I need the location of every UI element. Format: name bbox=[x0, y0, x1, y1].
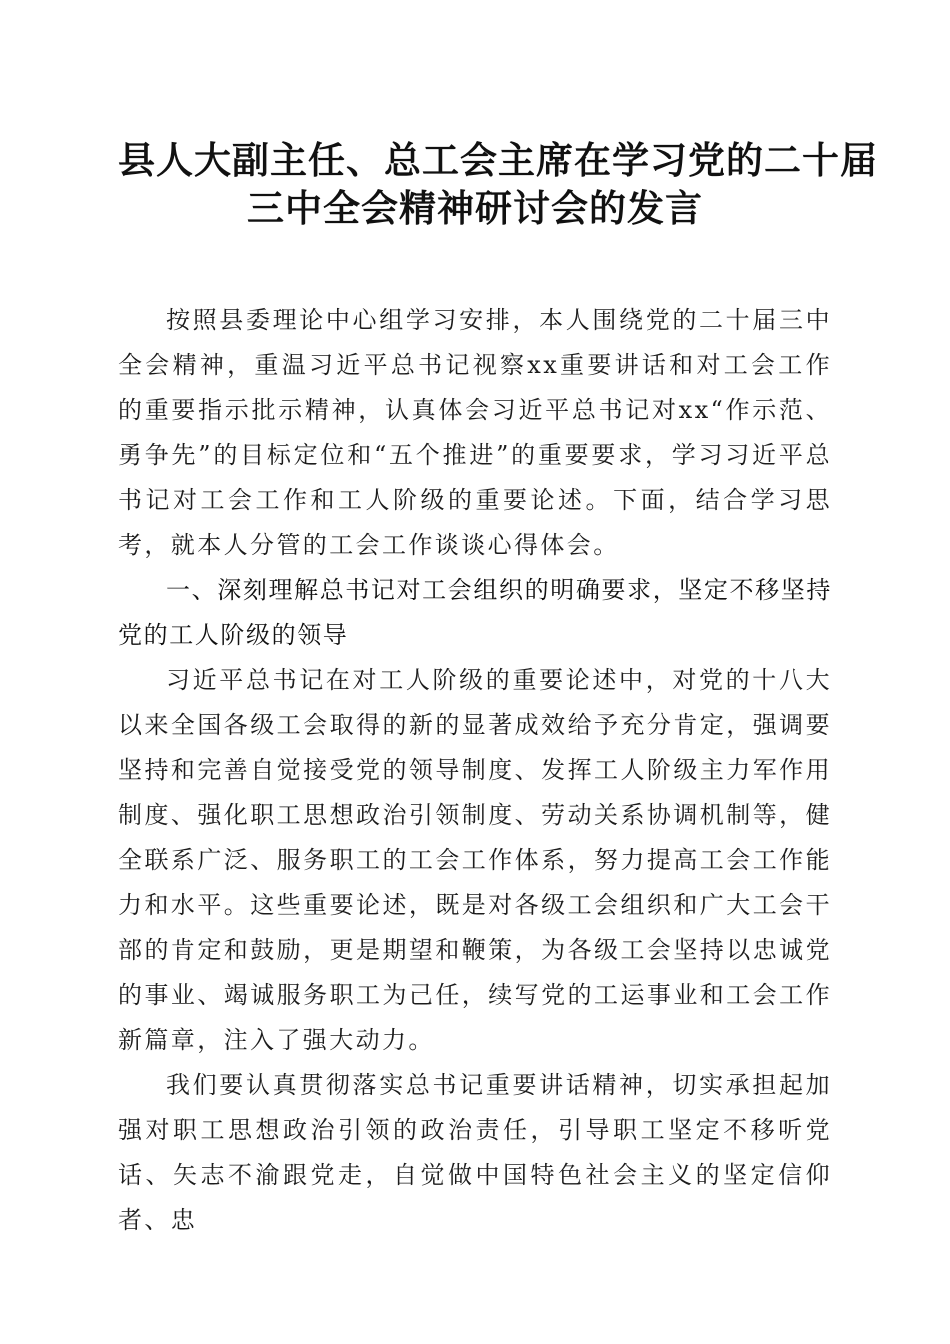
body-paragraph-2: 我们要认真贯彻落实总书记重要讲话精神，切实承担起加强对职工思想政治引领的政治责任，引导职工坚定不移听党话、矢志不渝跟党走，自觉做中国特色社会主义的坚定信仰者、忠 bbox=[118, 1071, 832, 1234]
title-line-2: 三中全会精神研讨会的发言 bbox=[247, 186, 703, 230]
document-body bbox=[118, 298, 832, 1243]
document-title bbox=[118, 136, 878, 232]
intro-paragraph: 按照县委理论中心组学习安排，本人围绕党的二十届三中全会精神，重温习近平总书记视察xx重要讲话和对工会工作的重要指示批示精神，认真体会习近平总书记对xx“作示范、勇争先”的目标定位和“五个推进”的重要要求，学习习近平总书记对工会工作和工人阶级的重要论述。下面，结合学习思考，就本人分管的工会工作谈谈心得体会。 bbox=[118, 306, 832, 559]
section-heading-1: 一、深刻理解总书记对工会组织的明确要求，坚定不移坚持党的工人阶级的领导 bbox=[118, 576, 832, 649]
title-line-1: 县人大副主任、总工会主席在学习党的二十届 bbox=[118, 138, 878, 182]
body-paragraph-1: 习近平总书记在对工人阶级的重要论述中，对党的十八大以来全国各级工会取得的新的显著成效给予充分肯定，强调要坚持和完善自觉接受党的领导制度、发挥工人阶级主力军作用制度、强化职工思想政治引领制度、劳动关系协调机制等，健全联系广泛、服务职工的工会工作体系，努力提高工会工作能力和水平。这些重要论述，既是对各级工会组织和广大工会干部的肯定和鼓励，更是期望和鞭策，为各级工会坚持以忠诚党的事业、竭诚服务职工为己任，续写党的工运事业和工会工作新篇章，注入了强大动力。 bbox=[118, 666, 832, 1054]
